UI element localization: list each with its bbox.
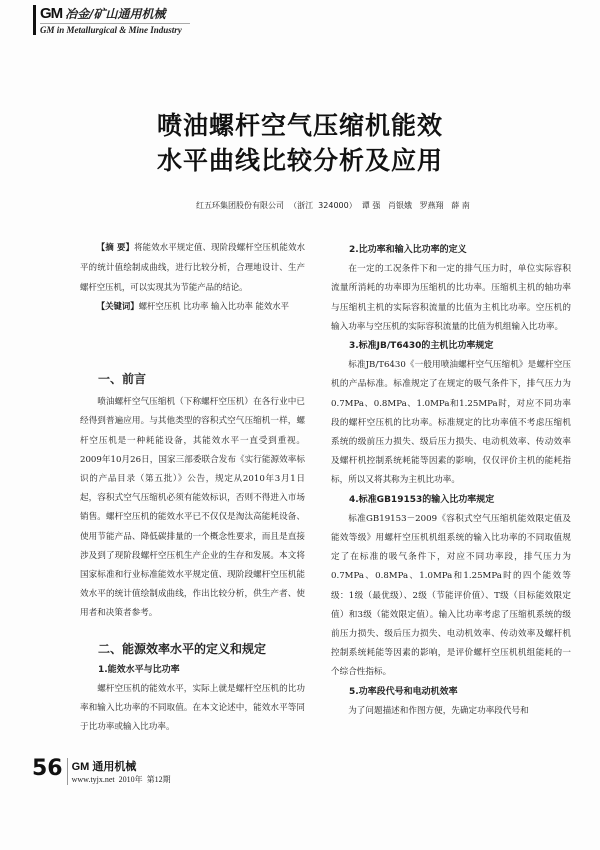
gm-logo: GM <box>40 5 63 22</box>
footer-journal-info <box>67 758 171 785</box>
subsection-5-heading: 5.功率段代号和电动机效率 <box>349 686 458 697</box>
journal-masthead <box>33 5 190 35</box>
subsection-3-heading: 3.标准JB/T6430的主机比功率规定 <box>349 341 494 352</box>
title-line-2: 水平曲线比较分析及应用 <box>156 146 443 175</box>
footer-journal-logo: GM 通用机械 <box>71 761 137 773</box>
section-1-paragraph: 喷油螺杆空气压缩机（下称螺杆空压机）在各行业中已经得到普遍应用。与其他类型的容积式空气压缩机一样，螺杆空压机是一种耗能设备，其能效水平一直受到重视。2009年10月26日，国家三部委联合发布《实行能源效率标识的产品目录（第五批）》公告，规定从2010年3月1日起，容积式空气压缩机必须有能效标识，否则不得进入市场销售。螺杆空压机的能效水平已不仅仅是淘汰高能耗设备、使用节能产品、降低碳排量的一个概念性要求，而且是直接涉及到了现阶段螺杆空压机生产企业的生存和发展。本文将国家标准和行业标准能效水平规定值、现阶段螺杆空压机能效水平的统计值绘制成曲线，作出比较分析，供生产者、使用者和决策者参考。 <box>80 397 305 619</box>
keywords-text: 螺杆空压机 比功率 输入比功率 能效水平 <box>138 301 290 312</box>
left-column <box>80 370 305 738</box>
abstract-text: 将能效水平规定值、现阶段螺杆空压机能效水平的统计值绘制成曲线，进行比较分析，合理地设计、生产螺杆空压机，可以实现其为节能产品的结论。 <box>80 242 305 292</box>
subsection-5-paragraph: 为了问题描述和作图方便，先确定功率段代号和 <box>348 705 529 716</box>
subsection-1-paragraph: 螺杆空压机的能效水平，实际上就是螺杆空压机的比功率和输入比功率的不同取值。在本文论述中，能效水平等同于比功率或输入比功率。 <box>80 684 305 733</box>
subsection-2-heading: 2.比功率和输入比功率的定义 <box>349 245 467 255</box>
page-number: 56 <box>32 756 63 781</box>
title-line-1: 喷油螺杆空气压缩机能效 <box>156 111 443 140</box>
abstract <box>80 238 305 297</box>
abstract-block <box>80 238 305 317</box>
journal-en-title: GM in Metallurgical & Mine Industry <box>40 25 182 35</box>
footer-issue-info: www.tyjx.net 2010年 第12期 <box>71 775 171 784</box>
subsection-4-paragraph: 标准GB19153－2009《容积式空气压缩机能效限定值及能效等级》用螺杆空压机机组系统的输入比功率的不同取值规定了在标准的吸气条件下，对应不同功率段，排气压力为0.7MPa、0.8MPa、1.0MPa和1.25MPa时的四个能效等级：1级（最优级）、2级（节能评价值）、T级（目标能效限定值）和3级（能效限定值）。输入比功率考虑了压缩机系统的级前压力损失、级后压力损失、电动机效率、传动效率及螺杆机控制系统耗能等因素的影响，是评价螺杆空压机机组能耗的一个综合性指标。 <box>331 513 571 678</box>
article-title <box>0 108 600 178</box>
subsection-2-paragraph: 在一定的工况条件下和一定的排气压力时，单位实际容积流量所消耗的功率即为压缩机的比功率。压缩机主机的轴功率与压缩机主机的实际容积流量的比值为主机比功率。空压机的输入功率与空压机的实际容积流量的比值为机组输入比功率。 <box>331 264 571 332</box>
subsection-3-paragraph: 标准JB/T6430《一般用喷油螺杆空气压缩机》是螺杆空压机的产品标准。标准规定了在规定的吸气条件下，排气压力为0.7MPa、0.8MPa、1.0MPa和1.25MPa时，对应不同功率段的螺杆空压机的比功率。标准规定的比功率值不考虑压缩机系统的级前压力损失、级后压力损失、电动机效率、传动效率及螺杆机控制系统耗能等因素的影响，仅仅评价主机的能耗指标，所以又将其称为主机比功率。 <box>331 360 571 486</box>
keywords-label: 【关键词】 <box>96 301 139 312</box>
subsection-1-heading: 1.能效水平与比功率 <box>98 664 180 675</box>
page-footer <box>32 758 171 785</box>
section-1-heading: 一、前言 <box>98 372 147 386</box>
subsection-4-heading: 4.标准GB19153的输入比功率规定 <box>349 494 495 505</box>
keywords <box>80 297 305 317</box>
abstract-label: 【摘 要】 <box>96 242 135 252</box>
right-column <box>331 241 571 721</box>
masthead-rule <box>40 23 190 24</box>
journal-cn-title: 冶金/矿山通用机械 <box>65 7 166 21</box>
author-affiliation: 红五环集团股份有限公司 （浙江 324000） 谭 强 肖银娥 罗燕翔 薛 南 <box>196 201 470 210</box>
section-2-heading: 二、能源效率水平的定义和规定 <box>98 641 267 656</box>
